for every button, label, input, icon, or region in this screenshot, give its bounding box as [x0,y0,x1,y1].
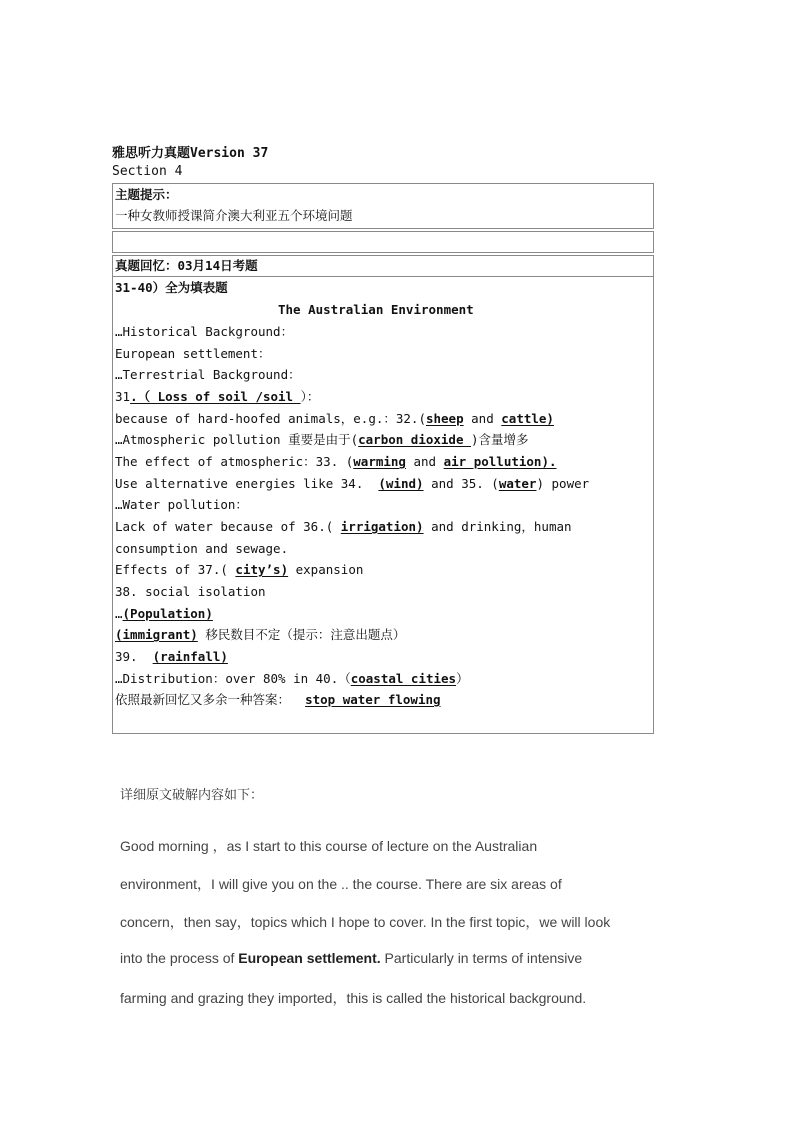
atmo-answer: carbon dioxide [358,432,472,447]
consumption-line: consumption and sewage. [115,541,289,556]
q36-answer: irrigation) [340,519,424,534]
topic-hint-box [112,183,654,229]
immigrant-suffix: 移民数目不定（提示：注意出题点） [197,627,406,642]
recall-label: 真题回忆：03月14日考题 [115,258,258,273]
q40-answer: coastal cities [350,671,457,686]
population-answer: (Population) [122,606,213,621]
q35-answer: water [498,476,537,491]
q31-prefix: 31 [115,389,131,404]
q35-suffix: ) power [536,476,590,491]
atmo-suffix: )含量增多 [471,432,529,447]
topic-hint-text: 一种女教师授课简介澳大利亚五个环境问题 [115,208,353,223]
transcript-line-5: farming and grazing they imported，this is called the historical background. [120,990,587,1006]
table-title: The Australian Environment [278,302,474,317]
question-range-heading: 31-40）全为填表题 [115,280,228,295]
transcript-line-4-suffix: Particularly in terms of intensive [380,950,583,966]
q32-prefix: because of hard-hoofed animals，e.g.：32.( [115,411,426,426]
q40-line [115,671,469,687]
q33-answer-warming: warming [353,454,406,469]
q33-mid: and [405,454,444,469]
transcript-line-2: environment，I will give you on the .. the course. There are six areas of [120,876,562,892]
q37-line [115,562,363,578]
extra-prefix: 依照最新回忆又多余一种答案： [115,692,306,707]
population-line [115,606,213,622]
question-table [112,277,654,734]
atmo-prefix: …Atmospheric pollution 重要是由于( [115,432,359,447]
q33-suffix: . [548,454,557,469]
q33-line [115,454,557,470]
topic-hint-label: 主题提示： [115,187,178,202]
q32-line [115,411,554,427]
extra-answer: stop water flowing [305,692,441,707]
q31-answer: .（ Loss of soil /soil [130,389,301,404]
section-label: Section 4 [112,164,183,179]
q31-line [115,389,319,405]
transcript-line-3: concern，then say，topics which I hope to cover. In the first topic，we will look [120,914,611,930]
terrestrial-background-line: …Terrestrial Background： [115,367,301,382]
q32-answer-sheep: sheep [425,411,464,426]
q39-answer: (rainfall) [152,649,228,664]
extra-answer-line [115,692,441,708]
q31-suffix: ）： [300,389,320,404]
historical-background-line: …Historical Background： [115,324,294,339]
q33-answer-air-pollution: air pollution) [443,454,549,469]
transcript-line-1: Good morning ，as I start to this course of lecture on the Australian [120,838,538,854]
q34-q35-line [115,476,589,492]
q36-prefix: Lack of water because of 36.( [115,519,341,534]
q36-line [115,519,572,535]
q34-answer: (wind) [378,476,424,491]
recall-box [112,255,654,277]
immigrant-line [115,627,405,643]
atmospheric-pollution-line [115,432,529,448]
q39-prefix: 39. [115,649,153,664]
empty-row-box [112,231,654,253]
q34-prefix: Use alternative energies like 34. [115,476,379,491]
q36-suffix: and drinking，human [423,519,572,534]
transcript-line-4-prefix: into the process of [120,950,239,966]
transcript-bold-european-settlement: European settlement. [238,950,381,966]
q32-answer-cattle: cattle) [501,411,554,426]
q35-mid: and 35. ( [423,476,499,491]
q38-line: 38. social isolation [115,584,266,599]
european-settlement-line: European settlement： [115,346,271,361]
transcript-line-4 [120,950,582,966]
water-pollution-line: …Water pollution： [115,497,248,512]
document-title: 雅思听力真题Version 37 [112,146,269,161]
q40-suffix: ） [456,671,469,686]
q33-prefix: The effect of atmospheric：33. ( [115,454,354,469]
q37-prefix: Effects of 37.( [115,562,236,577]
q39-line [115,649,228,665]
explanation-heading: 详细原文破解内容如下： [120,787,264,802]
q37-suffix: expansion [288,562,364,577]
immigrant-answer: (immigrant) [115,627,198,642]
q32-mid: and [463,411,502,426]
q37-answer: city’s) [235,562,289,577]
population-prefix: … [115,606,123,621]
q40-prefix: …Distribution：over 80% in 40.（ [115,671,351,686]
